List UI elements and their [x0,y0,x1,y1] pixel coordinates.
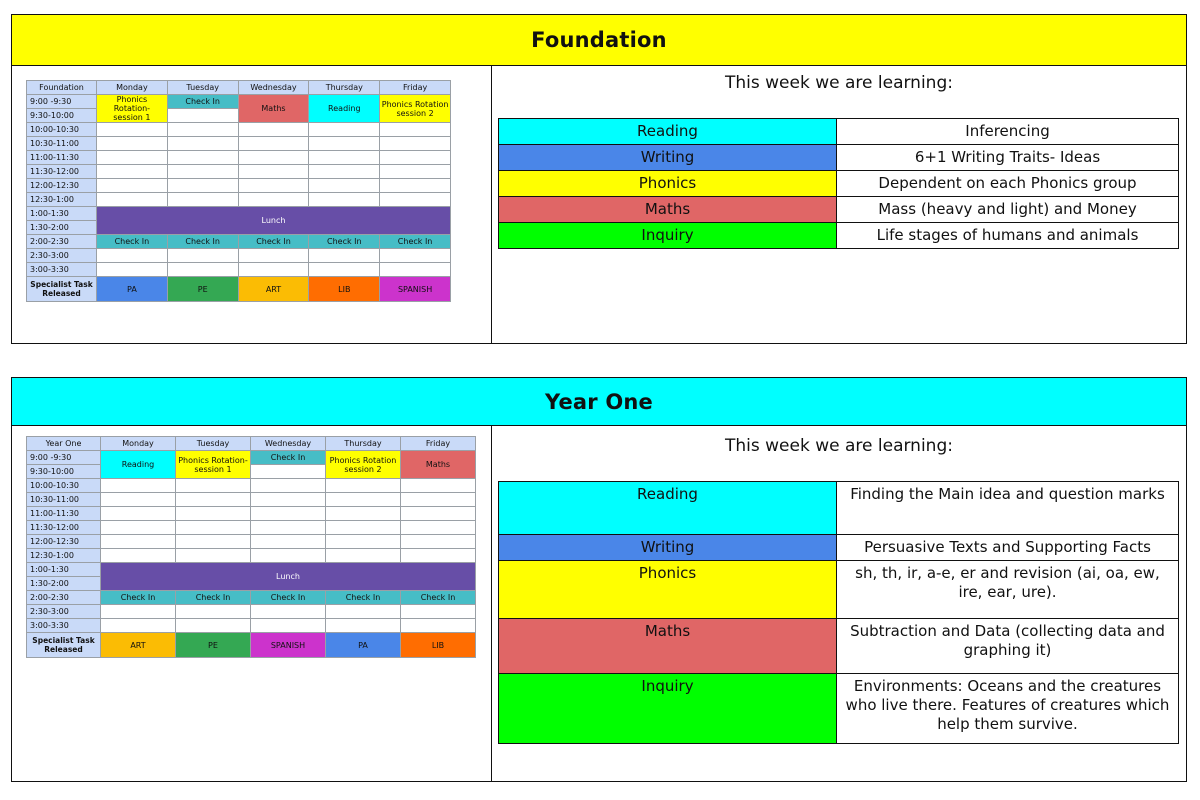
friday-maths-cell: Maths [401,451,476,479]
timetable-row [27,549,476,563]
specialist-cell: PA [97,277,168,302]
day-header: Tuesday [167,81,238,95]
empty-cell [251,465,326,479]
timetable-row [27,535,476,549]
subject-row [499,171,1179,197]
timetable-row [27,591,476,605]
subject-description: Life stages of humans and animals [837,223,1179,249]
specialist-cell: LIB [309,277,380,302]
subject-description: Environments: Oceans and the creatures who live there. Features of creatures which help them survive. [837,674,1179,744]
specialist-cell: PE [176,633,251,658]
monday-reading-cell: Reading [101,451,176,479]
lunch-cell: Lunch [101,563,476,591]
subject-name: Reading [499,482,837,535]
foundation-banner: Foundation [12,15,1186,66]
specialist-row [27,633,476,658]
day-header: Monday [97,81,168,95]
day-header: Thursday [309,81,380,95]
timetable-corner: Year One [27,437,101,451]
specialist-cell: LIB [401,633,476,658]
timetable-row [27,235,451,249]
time-cell: 3:00-3:30 [27,619,101,633]
day-header: Tuesday [176,437,251,451]
learning-heading: This week we are learning: [725,436,953,456]
time-cell: 3:00-3:30 [27,263,97,277]
timetable-row [27,193,451,207]
time-cell: 9:00 -9:30 [27,95,97,109]
time-cell: 9:30-10:00 [27,109,97,123]
learning-heading: This week we are learning: [725,73,953,93]
day-header: Thursday [326,437,401,451]
year-one-banner: Year One [12,378,1186,426]
friday-phonics-cell: Phonics Rotation session 2 [380,95,451,123]
subject-name: Reading [499,119,837,145]
subject-name: Maths [499,197,837,223]
lunch-cell: Lunch [97,207,451,235]
subject-description: Mass (heavy and light) and Money [837,197,1179,223]
timetable-corner: Foundation [27,81,97,95]
subject-row [499,674,1179,744]
time-cell: 11:00-11:30 [27,507,101,521]
day-header: Friday [401,437,476,451]
foundation-subjects-table [498,118,1179,249]
specialist-cell: SPANISH [380,277,451,302]
specialist-row [27,277,451,302]
thursday-reading-cell: Reading [309,95,380,123]
year-one-timetable [26,436,476,658]
day-header: Wednesday [251,437,326,451]
timetable-row [27,137,451,151]
checkin-cell: Check In [309,235,380,249]
time-cell: 12:30-1:00 [27,549,101,563]
subject-description: sh, th, ir, a-e, er and revision (ai, oa, ew, ire, ear, ure). [837,561,1179,619]
timetable-header-row [27,81,451,95]
time-cell: 11:30-12:00 [27,521,101,535]
specialist-cell: PA [326,633,401,658]
time-cell: 12:30-1:00 [27,193,97,207]
timetable-row [27,249,451,263]
subject-name: Inquiry [499,674,837,744]
time-cell: 1:30-2:00 [27,577,101,591]
timetable-row [27,605,476,619]
subject-name: Writing [499,145,837,171]
year-one-panel [11,377,1187,782]
subject-row [499,619,1179,674]
monday-phonics-cell: Phonics Rotation- session 1 [97,95,168,123]
timetable-row [27,151,451,165]
tuesday-checkin-cell: Check In [167,95,238,109]
checkin-cell: Check In [380,235,451,249]
subject-description: Finding the Main idea and question marks [837,482,1179,535]
day-header: Wednesday [238,81,309,95]
timetable-row [27,123,451,137]
day-header: Monday [101,437,176,451]
time-cell: 1:00-1:30 [27,207,97,221]
subject-description: 6+1 Writing Traits- Ideas [837,145,1179,171]
specialist-label: Specialist Task Released [27,277,97,302]
subject-row [499,482,1179,535]
timetable-row [27,619,476,633]
time-cell: 2:30-3:00 [27,249,97,263]
foundation-timetable [26,80,451,302]
subject-name: Maths [499,619,837,674]
time-cell: 10:30-11:00 [27,493,101,507]
specialist-label: Specialist Task Released [27,633,101,658]
checkin-cell: Check In [238,235,309,249]
checkin-cell: Check In [167,235,238,249]
panel-divider [491,65,492,343]
time-cell: 12:00-12:30 [27,535,101,549]
time-cell: 2:30-3:00 [27,605,101,619]
subject-name: Inquiry [499,223,837,249]
timetable-row [27,563,476,577]
checkin-cell: Check In [101,591,176,605]
subject-description: Inferencing [837,119,1179,145]
specialist-cell: ART [238,277,309,302]
time-cell: 12:00-12:30 [27,179,97,193]
subject-description: Persuasive Texts and Supporting Facts [837,535,1179,561]
time-cell: 1:30-2:00 [27,221,97,235]
subject-name: Phonics [499,561,837,619]
time-cell: 10:00-10:30 [27,479,101,493]
year-one-subjects-table [498,481,1179,744]
time-cell: 11:00-11:30 [27,151,97,165]
timetable-row [27,207,451,221]
specialist-cell: SPANISH [251,633,326,658]
time-cell: 9:30-10:00 [27,465,101,479]
checkin-cell: Check In [251,591,326,605]
timetable-row [27,179,451,193]
time-cell: 10:30-11:00 [27,137,97,151]
timetable-row [27,165,451,179]
checkin-cell: Check In [176,591,251,605]
tuesday-phonics-cell: Phonics Rotation- session 1 [176,451,251,479]
time-cell: 2:00-2:30 [27,235,97,249]
panel-divider [491,425,492,781]
subject-row [499,223,1179,249]
time-cell: 11:30-12:00 [27,165,97,179]
timetable-row [27,95,451,109]
checkin-cell: Check In [401,591,476,605]
time-cell: 9:00 -9:30 [27,451,101,465]
timetable-row [27,493,476,507]
wednesday-maths-cell: Maths [238,95,309,123]
subject-row [499,197,1179,223]
subject-row [499,535,1179,561]
checkin-cell: Check In [97,235,168,249]
time-cell: 2:00-2:30 [27,591,101,605]
timetable-row [27,479,476,493]
timetable-row [27,521,476,535]
timetable-row [27,451,476,465]
subject-row [499,119,1179,145]
empty-cell [167,109,238,123]
subject-description: Subtraction and Data (collecting data and graphing it) [837,619,1179,674]
time-cell: 1:00-1:30 [27,563,101,577]
timetable-row [27,263,451,277]
subject-row [499,561,1179,619]
subject-name: Phonics [499,171,837,197]
day-header: Friday [380,81,451,95]
specialist-cell: PE [167,277,238,302]
wednesday-checkin-cell: Check In [251,451,326,465]
foundation-panel [11,14,1187,344]
checkin-cell: Check In [326,591,401,605]
specialist-cell: ART [101,633,176,658]
subject-description: Dependent on each Phonics group [837,171,1179,197]
thursday-phonics-cell: Phonics Rotation session 2 [326,451,401,479]
time-cell: 10:00-10:30 [27,123,97,137]
subject-row [499,145,1179,171]
timetable-header-row [27,437,476,451]
subject-name: Writing [499,535,837,561]
timetable-row [27,507,476,521]
